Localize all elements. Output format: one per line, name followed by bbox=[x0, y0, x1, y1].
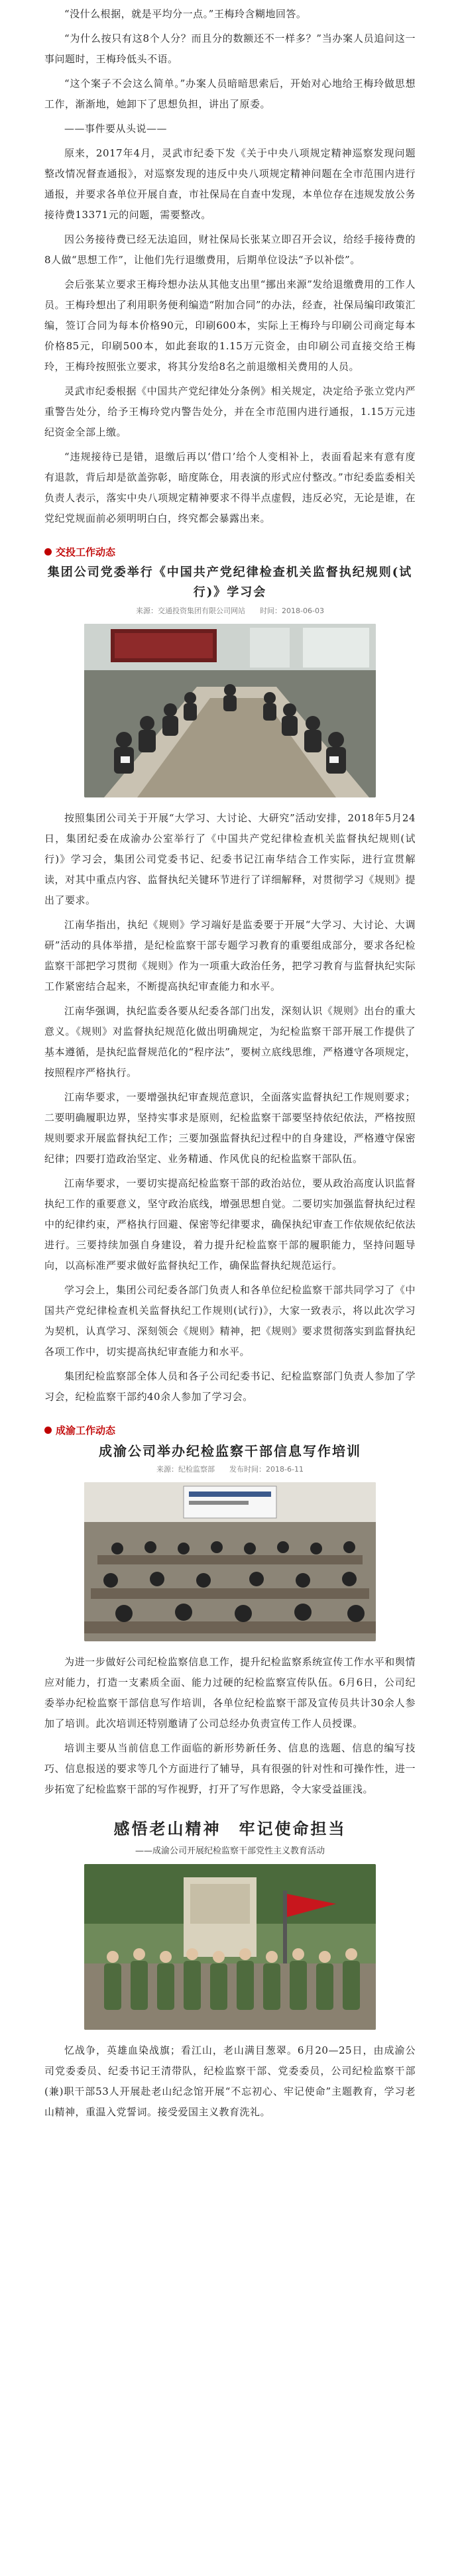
memorial-group-image bbox=[84, 1864, 376, 2030]
section-label: 成渝工作动态 bbox=[56, 1425, 116, 1436]
section-heading-jiaotou bbox=[44, 545, 416, 559]
paragraph: ——事件要从头说—— bbox=[64, 123, 168, 135]
paragraph: “违规接待已是错，退缴后再以‘借口’给个人变相补上，表面看起来有意有度有退款，背后却是欲盖弥彰，暗度陈仓，用表演的形式应付整改。”市纪委监委相关负责人表示，落实中央八项规定精神要求不得半点虚假，违反必究，无论是谁，在党纪党规面前必须明明白白，终究都会暴露出来。 bbox=[44, 451, 416, 524]
paragraph: “这个案子不会这么简单。”办案人员暗暗思索后，开始对心地给王梅玲做思想工作，渐渐地，她卸下了思想负担，讲出了原委。 bbox=[44, 78, 416, 110]
paragraph: 学习会上，集团公司纪委各部门负责人和各单位纪检监察干部共同学习了《中国共产党纪律检查机关监督执纪工作规则(试行)》，大家一致表示，将以此次学习为契机，认真学习、深刻领会《规则》精神，把《规则》要求贯彻落实到监督执纪各项工作中，切实提高执纪审查能力和水平。 bbox=[44, 1284, 416, 1358]
meeting-room-image bbox=[84, 624, 376, 797]
paragraph: 培训主要从当前信息工作面临的新形势新任务、信息的选题、信息的编写技巧、信息报送的要求等几个方面进行了辅导，具有很强的针对性和可操作性，进一步拓宽了纪检监察干部的写作视野，打开了写作思路，令大家受益匪浅。 bbox=[44, 1742, 416, 1795]
paragraph: 江南华强调，执纪监委各要从纪委各部门出发，深刻认识《规则》出台的重大意义。《规则》对监督执纪规范化做出明确规定，为纪检监察干部开展工作提供了基本遵循，是执纪监督规范化的“程序法”，要树立底线思维，严格遵守各项规定，按照程序严格执行。 bbox=[44, 1005, 416, 1079]
article-title: 成渝公司举办纪检监察干部信息写作培训 bbox=[99, 1443, 361, 1459]
paragraph: 为进一步做好公司纪检监察信息工作，提升纪检监察系统宣传工作水平和舆情应对能力，打造一支素质全面、能力过硬的纪检监察宣传队伍。6月6日，公司纪委举办纪检监察干部信息写作培训，各单位纪检监察干部及宣传员共计30余人参加了培训。此次培训还特别邀请了公司总经办负责宣传工作人员授课。 bbox=[44, 1656, 416, 1729]
article-meta: 来源：交通投资集团有限公司网站 时间：2018-06-03 bbox=[136, 607, 324, 615]
paragraph: 原来，2017年4月，灵武市纪委下发《关于中央八项规定精神巡察发现问题整改情况督查通报》，对巡察发现的违反中央八项规定精神问题在全市范围内进行通报，并要求各单位开展自查，市社保局在自查中发现，本单位存在违规发放公务接待费13371元的问题，需要整改。 bbox=[44, 147, 416, 221]
article-subtitle: ——成渝公司开展纪检监察干部党性主义教育活动 bbox=[135, 1846, 325, 1856]
article-meta: 来源：纪检监察部 发布时间：2018-6-11 bbox=[156, 1465, 304, 1474]
paragraph: 灵武市纪委根据《中国共产党纪律处分条例》相关规定，决定给予张立党内严重警告处分，给予王梅玲党内警告处分，并在全市范围内进行通报，1.15万元违纪资金全部上缴。 bbox=[44, 385, 416, 438]
article-title: 感悟老山精神 牢记使命担当 bbox=[113, 1819, 347, 1838]
article-3 bbox=[44, 1652, 416, 1800]
article-title: 集团公司党委举行《中国共产党纪律检查机关监督执纪规则(试行)》学习会 bbox=[47, 565, 413, 599]
meeting-photo bbox=[84, 624, 376, 797]
paragraph: “没什么根据，就是平均分一点。”王梅玲含糊地回答。 bbox=[64, 8, 307, 20]
paragraph: 因公务接待费已经无法追回，财社保局长张某立即召开会议，给经手接待费的8人做“思想工作”，让他们先行退缴费用，后期单位设法“予以补偿”。 bbox=[44, 233, 416, 266]
article-body bbox=[44, 0, 416, 2123]
group-photo bbox=[84, 1864, 376, 2030]
training-room-image bbox=[84, 1482, 376, 1641]
article-1 bbox=[44, 4, 416, 529]
section-label: 交投工作动态 bbox=[56, 546, 116, 558]
paragraph: 按照集团公司关于开展“大学习、大讨论、大研究”活动安排，2018年5月24日，集团纪委在成渝办公室举行了《中国共产党纪律检查机关监督执纪规则(试行)》学习会，集团公司党委书记、纪委书记江南华结合工作实际，进行宣贯解读，对其中重点内容、监督执纪关键环节进行了详细解释，对贯彻学习《规则》提出了要求。 bbox=[44, 812, 416, 906]
paragraph: 会后张某立要求王梅玲想办法从其他支出里“挪出来源”发给退缴费用的工作人员。王梅玲想出了利用职务便利编造“附加合同”的办法，经查，社保局编印政策汇编，签订合同为每本价格90元，印刷600本，实际上王梅玲与印刷公司商定每本价格85元，印刷500本，如此套取的1.15万元资金，由印刷公司直接交给王梅玲，王梅玲按照张立要求，将其分发给8名之前退缴相关费用的人员。 bbox=[44, 278, 416, 373]
bullet-dot-icon bbox=[44, 1427, 52, 1434]
training-photo bbox=[84, 1482, 376, 1641]
paragraph: 江南华要求，一要切实提高纪检监察干部的政治站位，要从政治高度认识监督执纪工作的重要意义，坚守政治底线，增强思想自觉。二要切实加强监督执纪过程中的纪律约束，严格执行回避、保密等纪律要求，确保执纪审查工作依规依纪依法进行。三要持续加强自身建设，着力提升纪检监察干部的履职能力，坚持问题导向，以高标准严要求做好监督执纪工作，确保监督执纪规范运行。 bbox=[44, 1177, 416, 1271]
paragraph: “为什么按只有这8个人分？而且分的数额还不一样多？”当办案人员追问这一事问题时，王梅玲低头不语。 bbox=[44, 32, 416, 65]
paragraph: 忆战争，英雄血染战旗；看江山，老山满目葱翠。6月20—25日，由成渝公司党委委员、纪委书记王清带队，纪检监察干部、党委委员，公司纪检监察干部(兼)职干部53人开展赴老山纪念馆开展“不忘初心、牢记使命”主题教育，学习老山精神，重温入党誓词。接受爱国主义教育洗礼。 bbox=[44, 2044, 416, 2118]
paragraph: 江南华要求，一要增强执纪审查规范意识，全面落实监督执纪工作规则要求；二要明确履职边界，坚持实事求是原则，纪检监察干部要坚持依纪依法，严格按照规则要求开展监督执纪工作；三要加强监督执纪过程中的自身建设，严格遵守保密纪律；四要打造政治坚定、业务精通、作风优良的纪检监察干部队伍。 bbox=[44, 1091, 416, 1165]
paragraph: 集团纪检监察部全体人员和各子公司纪委书记、纪检监察部门负责人参加了学习会，纪检监察干部约40余人参加了学习会。 bbox=[44, 1370, 416, 1403]
bullet-dot-icon bbox=[44, 548, 52, 556]
paragraph: 江南华指出，执纪《规则》学习端好是监委要于开展“大学习、大讨论、大调研”活动的具体举措，是纪检监察干部专题学习教育的重要组成部分，要求各纪检监察干部把学习贯彻《规则》作为一项重大政治任务，把学习教育与监督执纪实际工作紧密结合起来，不断提高执纪审查能力和水平。 bbox=[44, 919, 416, 992]
section-heading-chengyu bbox=[44, 1423, 416, 1437]
article-2 bbox=[44, 808, 416, 1407]
article-4 bbox=[44, 2040, 416, 2123]
